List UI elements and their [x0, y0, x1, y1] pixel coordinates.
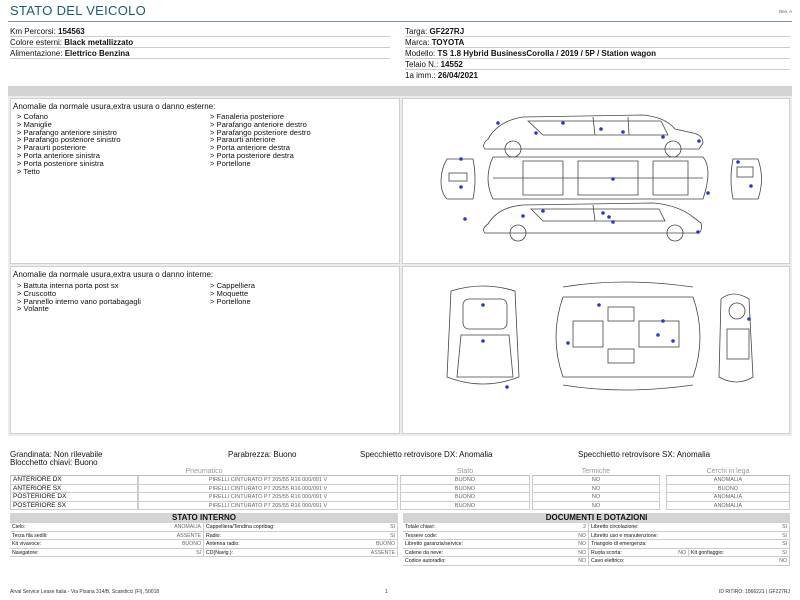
tyres-body: [10, 476, 790, 510]
list-item: > Moquette: [210, 288, 249, 298]
grid-row: [10, 540, 398, 549]
grid-cell: [403, 523, 589, 531]
grid-cell: [403, 532, 589, 540]
documents-box: [403, 513, 790, 566]
list-item: > Porta posteriore sinistra: [17, 158, 104, 168]
tyre-stato-cell: BUONO: [400, 493, 530, 502]
internal-diagram-panel: [402, 266, 790, 434]
exterior-car-diagram: [403, 99, 791, 265]
field-value: NO: [578, 541, 586, 548]
fuel-row: Alimentazione: Elettrico Benzina: [10, 48, 390, 59]
field-value: 2: [583, 524, 586, 530]
chassis-row: Telaio N.: 14552: [405, 59, 790, 70]
field-label: Cavo elettrico:: [591, 558, 625, 565]
grid-cell: [589, 532, 790, 540]
tyre-cerchi-cell: ANOMALIA: [666, 476, 790, 485]
external-damage-list-2: [210, 113, 311, 168]
col-header: Cerchi in lega: [666, 468, 790, 476]
col-header: Stato: [400, 468, 530, 476]
field-value: BUONO: [181, 541, 201, 548]
field-value: NO: [578, 549, 586, 556]
footer-company: Arval Service Lease Italia - Via Pisana 314/B, Scandicci (FI), 50018: [10, 589, 160, 595]
documents-title: DOCUMENTI E DOTAZIONI: [403, 513, 790, 523]
table-row: [10, 485, 790, 494]
vehicle-info-left: [10, 27, 390, 59]
interior-status-grid: [10, 523, 398, 557]
damage-markers: [459, 121, 753, 234]
tyre-model-cell: PIRELLI CINTURATO P7 205/55 R16 000/091 V: [138, 485, 398, 494]
mirror-dx-status: Specchietto retrovisore DX: Anomalia: [360, 450, 493, 459]
tyre-termiche-cell: NO: [532, 502, 660, 511]
damage-markers: [481, 303, 751, 389]
field-label: Antenna radio:: [206, 541, 240, 548]
field-value: SI: [390, 532, 395, 539]
table-row: [10, 502, 790, 511]
field-label: Catene da neve:: [405, 549, 444, 556]
page-title: STATO DEL VEICOLO: [10, 3, 147, 18]
keylock-status: Blocchetto chiavi: Buono: [10, 458, 98, 467]
vehicle-info-right: [405, 27, 790, 81]
mirror-sx-status: Specchietto retrovisore SX: Anomalia: [578, 450, 711, 459]
field-value: SI: [782, 532, 787, 539]
col-header: Termiche: [532, 468, 660, 476]
grid-cell: [10, 540, 204, 548]
field-label: Libretto uso e manutenzione:: [591, 532, 658, 539]
tyre-stato-cell: BUONO: [400, 502, 530, 511]
field-label: Terza fila sedili:: [12, 532, 48, 539]
field-label: Tessere code:: [405, 532, 438, 539]
footer-id: ID RITIRO: 1866221 | GF227RJ: [718, 589, 790, 595]
field-label: Kit vivavoce:: [12, 541, 42, 548]
list-item: > Parafango anteriore destro: [210, 119, 307, 129]
tyres-header: [10, 468, 790, 476]
table-row: [10, 493, 790, 502]
grid-row: [403, 532, 790, 541]
field-label: Triangolo di emergenza:: [591, 541, 647, 548]
grid-cell: [403, 540, 589, 548]
list-item: > Fanaleria posteriore: [210, 112, 285, 121]
external-diagram-panel: [402, 98, 790, 264]
grid-row: [403, 523, 790, 532]
grid-row: [10, 523, 398, 532]
internal-damage-list-1: [17, 282, 207, 313]
tyre-pos-cell: ANTERIORE DX: [10, 476, 138, 485]
list-item: > Porta anteriore destra: [210, 143, 290, 153]
grid-cell: [403, 557, 589, 565]
list-item: > Porta anteriore sinistra: [17, 150, 100, 160]
grid-cell: [589, 523, 790, 531]
field-value: SI: [390, 524, 395, 530]
list-item: > Maniglie: [17, 119, 52, 129]
interior-status-box: [10, 513, 398, 557]
section-bar: [8, 86, 792, 96]
grid-cell: [589, 557, 790, 565]
field-label: Radio:: [206, 532, 221, 539]
tyre-termiche-cell: NO: [532, 493, 660, 502]
interior-status-title: STATO INTERNO: [10, 513, 398, 523]
grid-cell: [204, 532, 398, 540]
grid-cell: [10, 523, 204, 531]
field-label: Kit gonfiaggio:: [691, 549, 724, 556]
revision-label: Rev. A: [779, 9, 792, 14]
hail-status: Grandinata: Non rilevabile: [10, 450, 103, 459]
internal-damage-title: Anomalie da normale usura,extra usura o danno interne:: [13, 270, 214, 279]
tyre-pos-cell: POSTERIORE SX: [10, 502, 138, 511]
grid-row: [403, 540, 790, 549]
list-item: > Porta posteriore destra: [210, 150, 294, 160]
tyre-model-cell: PIRELLI CINTURATO P7 205/55 R16 000/091 V: [138, 502, 398, 511]
field-label: Totale chiavi:: [405, 524, 435, 530]
list-item: > Cofano: [17, 112, 49, 121]
grid-row: [403, 557, 790, 566]
field-label: Ruota scorta:: [591, 549, 622, 556]
tyre-stato-cell: BUONO: [400, 476, 530, 485]
grid-cell: [10, 532, 204, 540]
list-item: > Tetto: [17, 166, 40, 176]
tyre-pos-cell: POSTERIORE DX: [10, 493, 138, 502]
brand-row: Marca: TOYOTA: [405, 37, 790, 48]
grid-cell: [204, 540, 398, 548]
color-row: Colore esterni: Black metallizzato: [10, 37, 390, 48]
list-item: > Battuta interna porta post sx: [17, 281, 119, 290]
model-row: Modello: TS 1.8 Hybrid BusinessCorolla / 2019 / 5P / Station wagon: [405, 48, 790, 59]
list-item: > Volante: [17, 304, 49, 314]
tyres-table: [10, 468, 790, 510]
documents-grid: [403, 523, 790, 566]
list-item: > Paraurti anteriore: [210, 135, 276, 145]
field-label: Libretto circolazione:: [591, 524, 639, 530]
windshield-status: Parabrezza: Buono: [228, 450, 297, 459]
list-item: > Parafango anteriore sinistro: [17, 127, 117, 137]
list-item: > Paraurti posteriore: [17, 143, 87, 153]
field-value: BUONO: [375, 541, 395, 548]
list-item: > Parafango posteriore sinistro: [17, 135, 121, 145]
field-value: SI: [196, 549, 201, 556]
field-label: Cielo:: [12, 524, 26, 530]
tyre-cerchi-cell: BUONO: [666, 485, 790, 494]
field-label: CD(Navig.):: [206, 549, 234, 556]
field-label: Navigatore:: [12, 549, 39, 556]
km-row: Km Percorsi: 154563: [10, 27, 390, 37]
field-label: Libretto garanzia/service:: [405, 541, 463, 548]
field-value: NO: [779, 558, 787, 565]
tyre-stato-cell: BUONO: [400, 485, 530, 494]
tyre-cerchi-cell: ANOMALIA: [666, 493, 790, 502]
list-item: > Parafango posteriore destro: [210, 127, 311, 137]
field-label: Codice autoradio:: [405, 558, 446, 565]
tyre-model-cell: PIRELLI CINTURATO P7 205/55 R16 000/091 V: [138, 493, 398, 502]
tyre-model-cell: PIRELLI CINTURATO P7 205/55 R16 000/091 V: [138, 476, 398, 485]
field-value: ANOMALIA: [174, 524, 201, 530]
tyre-pos-cell: ANTERIORE SX: [10, 485, 138, 494]
grid-cell: [589, 540, 790, 548]
field-value: SI: [782, 541, 787, 548]
field-value: NO: [578, 532, 586, 539]
table-row: [10, 476, 790, 485]
internal-damage-panel: [10, 266, 400, 434]
plate-row: Targa: GF227RJ: [405, 27, 790, 37]
list-item: > Cruscotto: [17, 288, 57, 298]
grid-row: [10, 532, 398, 541]
list-item: > Pannello interno vano portabagagli: [17, 296, 141, 306]
field-value: ASSENTE: [370, 549, 395, 556]
external-damage-title: Anomalie da normale usura,extra usura o danno esterne:: [13, 102, 216, 111]
tyre-termiche-cell: NO: [532, 476, 660, 485]
internal-damage-list-2: [210, 282, 255, 305]
field-value: NO: [578, 558, 586, 565]
field-value: ASSENTE: [176, 532, 201, 539]
external-damage-list-1: [17, 113, 121, 175]
list-item: > Cappelliera: [210, 281, 255, 290]
col-header: Pneumatico: [10, 468, 398, 476]
grid-cell: [204, 523, 398, 531]
external-damage-panel: [10, 98, 400, 264]
interior-car-diagram: [403, 267, 791, 435]
grid-cell: [204, 549, 398, 557]
grid-cell: [10, 549, 204, 557]
list-item: > Portellone: [210, 296, 251, 306]
grid-row: [403, 549, 790, 558]
grid-cell: [589, 549, 689, 557]
field-value: NO: [678, 549, 686, 556]
field-value: SI: [782, 549, 787, 556]
grid-row: [10, 549, 398, 558]
tyre-termiche-cell: NO: [532, 485, 660, 494]
footer-page-number: 1: [385, 589, 388, 595]
registration-row: 1a imm.: 26/04/2021: [405, 71, 478, 80]
grid-cell: [689, 549, 790, 557]
field-value: SI: [782, 524, 787, 530]
list-item: > Portellone: [210, 158, 251, 168]
field-label: Cappelliera/Tendina copribag:: [206, 524, 275, 530]
title-divider: [8, 21, 792, 22]
tyre-cerchi-cell: ANOMALIA: [666, 502, 790, 511]
grid-cell: [403, 549, 589, 557]
